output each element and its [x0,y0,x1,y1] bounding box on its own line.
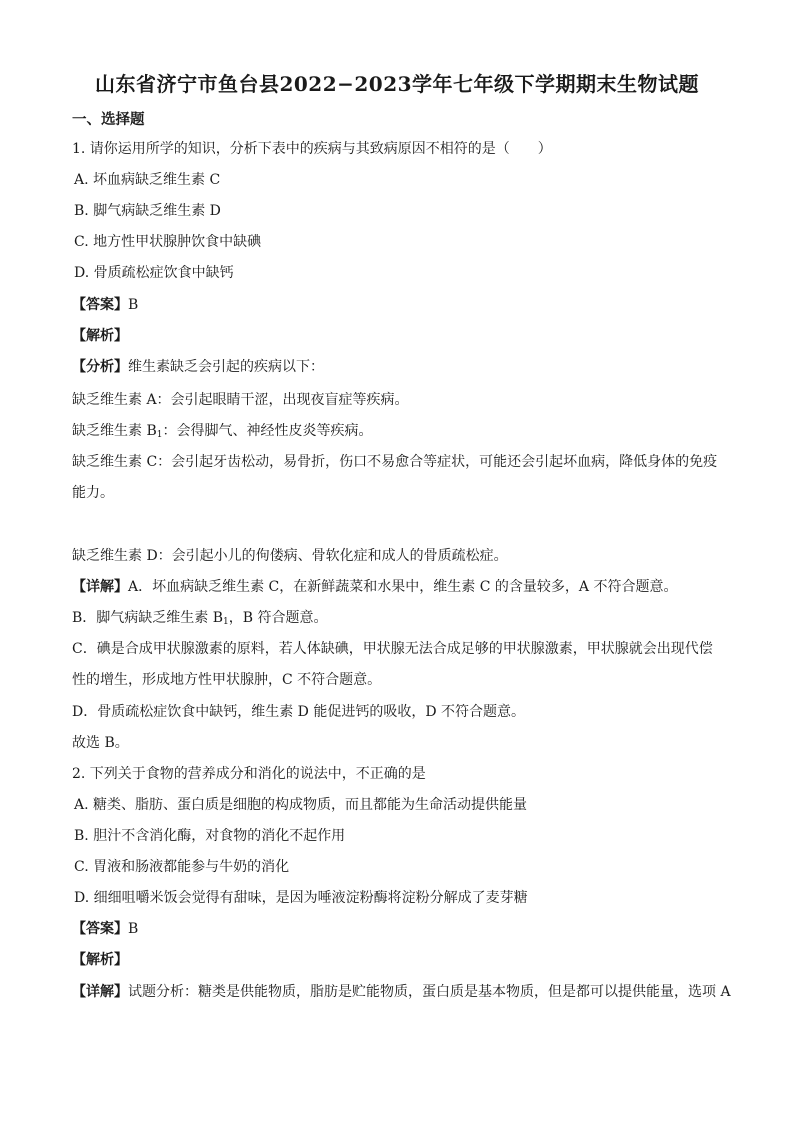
question-1-fenxi [72,357,722,377]
answer-tag: 【答案】 [72,297,128,313]
vitamin-b1-prefix: 缺乏维生素 B [72,423,157,439]
answer-value: B [128,297,139,313]
fenxi-tag: 【分析】 [72,359,128,375]
question-1-detail-d: D．骨质疏松症饮食中缺钙，维生素 D 能促进钙的吸收，D 不符合题意。 [72,704,526,720]
question-2-option-a: A. 糖类、脂肪、蛋白质是细胞的构成物质，而且都能为生命活动提供能量 [74,797,528,813]
vitamin-a-line: 缺乏维生素 A：会引起眼睛干涩，出现夜盲症等疾病。 [72,392,409,408]
vitamin-c-line-1: 缺乏维生素 C：会引起牙齿松动，易骨折，伤口不易愈合等症状，可能还会引起坏血病，降低身体的免疫 [72,454,718,470]
vitamin-d-line: 缺乏维生素 D：会引起小儿的佝偻病、骨软化症和成人的骨质疏松症。 [72,548,508,564]
question-1-option-a: A. 坏血病缺乏维生素 C [74,172,221,188]
question-2-stem: 2. 下列关于食物的营养成分和消化的说法中，不正确的是 [72,766,426,782]
detail-a-text: A．坏血病缺乏维生素 C，在新鲜蔬菜和水果中，维生素 C 的含量较多，A 不符合题意。 [128,579,678,595]
vitamin-b1-subscript: 1 [156,430,163,440]
answer-tag: 【答案】 [72,921,128,937]
question-1-option-b: B. 脚气病缺乏维生素 D [74,203,221,219]
fenxi-text: 维生素缺乏会引起的疾病以下： [128,359,324,375]
vitamin-c-line-2: 能力。 [72,485,114,501]
answer-value: B [128,921,139,937]
question-2-analysis-tag [72,950,722,970]
question-1-detail-b [72,608,722,628]
analysis-tag: 【解析】 [72,952,128,968]
vitamin-b1-line [72,421,722,441]
detail-text: 试题分析：糖类是供能物质，脂肪是贮能物质，蛋白质是基本物质，但是都可以提供能量，选项 A [128,984,731,1000]
question-1-stem: 1. 请你运用所学的知识，分析下表中的疾病与其致病原因不相符的是（ ） [72,141,552,157]
question-2-option-b: B. 胆汁不含消化酶，对食物的消化不起作用 [74,828,346,844]
detail-b-suffix: ，B 符合题意。 [228,610,328,626]
question-1-detail-a [72,577,722,597]
question-2-answer [72,919,722,939]
page-title: 山东省济宁市鱼台县2022−2023学年七年级下学期期末生物试题 [94,72,700,96]
section-heading: 一、选择题 [72,111,145,128]
question-2-detail [72,982,731,1002]
detail-b-subscript: 1 [223,617,229,627]
question-1-detail-c-1: C．碘是合成甲状腺激素的原料，若人体缺碘，甲状腺无法合成足够的甲状腺激素，甲状腺就会出现代偿 [72,641,713,657]
detail-tag: 【详解】 [72,984,128,1000]
question-1-answer [72,295,722,315]
detail-b-prefix: B．脚气病缺乏维生素 B [72,610,224,626]
question-1-option-d: D. 骨质疏松症饮食中缺钙 [74,265,234,281]
question-1-analysis-tag [72,326,722,346]
question-1-option-c: C. 地方性甲状腺肿饮食中缺碘 [74,234,262,250]
question-1-conclusion: 故选 B。 [72,735,129,751]
vitamin-b1-suffix: ：会得脚气、神经性皮炎等疾病。 [162,423,373,439]
analysis-tag: 【解析】 [72,328,128,344]
question-1-detail-c-2: 性的增生，形成地方性甲状腺肿，C 不符合题意。 [72,672,382,688]
question-2-option-c: C. 胃液和肠液都能参与牛奶的消化 [74,859,290,875]
question-2-option-d: D. 细细咀嚼米饭会觉得有甜味，是因为唾液淀粉酶将淀粉分解成了麦芽糖 [74,890,528,906]
detail-tag: 【详解】 [72,579,128,595]
